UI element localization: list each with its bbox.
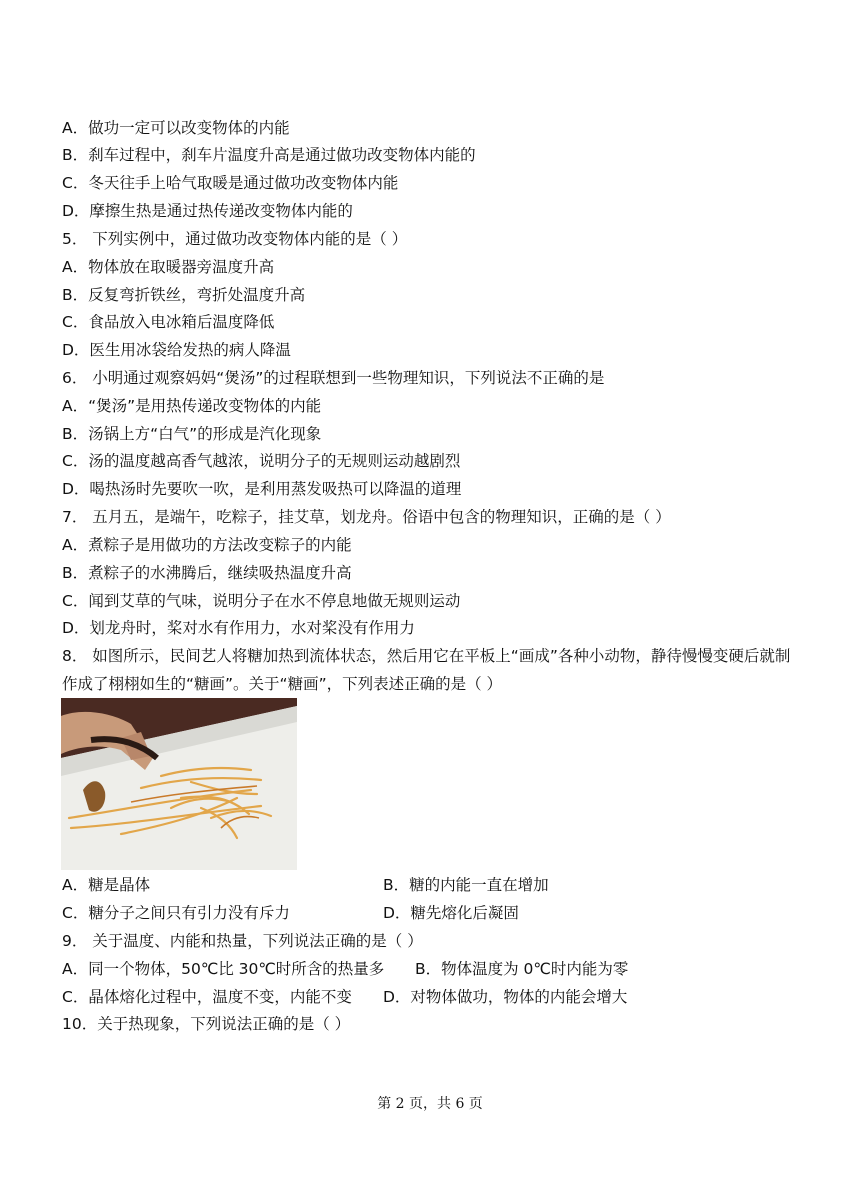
q9-option-b: B．物体温度为 0℃时内能为零 xyxy=(415,960,629,978)
q6-option-b: B．汤锅上方“白气”的形成是汽化现象 xyxy=(62,425,322,443)
q8-stem-line1: 8． 如图所示，民间艺人将糖加热到流体状态，然后用它在平板上“画成”各种小动物，静待慢慢变硬后就制 xyxy=(62,647,791,665)
q5-option-d: D．医生用冰袋给发热的病人降温 xyxy=(62,341,291,359)
q7-option-b: B．煮粽子的水沸腾后，继续吸热温度升高 xyxy=(62,564,352,582)
q4-option-c: C．冬天往手上哈气取暖是通过做功改变物体内能 xyxy=(62,174,399,192)
q4-option-a: A．做功一定可以改变物体的内能 xyxy=(62,119,290,137)
q5-option-a: A．物体放在取暖器旁温度升高 xyxy=(62,258,275,276)
q8-option-d: D．糖先熔化后凝固 xyxy=(383,904,519,922)
q9-option-a: A．同一个物体，50℃比 30℃时所含的热量多 xyxy=(62,960,385,978)
page-footer: 第 2 页，共 6 页 xyxy=(377,1096,483,1112)
q9-option-d: D．对物体做功，物体的内能会增大 xyxy=(383,988,628,1006)
q6-stem: 6． 小明通过观察妈妈“煲汤”的过程联想到一些物理知识，下列说法不正确的是 xyxy=(62,369,605,387)
q9-stem: 9． 关于温度、内能和热量，下列说法正确的是（ ） xyxy=(62,932,423,950)
q7-option-d: D．划龙舟时，桨对水有作用力，水对桨没有作用力 xyxy=(62,619,415,637)
q4-option-d: D．摩擦生热是通过热传递改变物体内能的 xyxy=(62,202,353,220)
q8-option-a: A．糖是晶体 xyxy=(62,876,151,894)
q6-option-a: A．“煲汤”是用热传递改变物体的内能 xyxy=(62,397,322,415)
q7-option-a: A．煮粽子是用做功的方法改变粽子的内能 xyxy=(62,536,352,554)
sugar-painting-photo xyxy=(61,698,297,870)
q10-stem: 10．关于热现象，下列说法正确的是（ ） xyxy=(62,1015,351,1033)
q7-stem: 7． 五月五，是端午，吃粽子，挂艾草，划龙舟。俗语中包含的物理知识，正确的是（ ） xyxy=(62,508,671,526)
q4-option-b: B．刹车过程中，刹车片温度升高是通过做功改变物体内能的 xyxy=(62,146,476,164)
q9-option-c: C．晶体熔化过程中，温度不变，内能不变 xyxy=(62,988,352,1006)
q7-option-c: C．闻到艾草的气味，说明分子在水不停息地做无规则运动 xyxy=(62,592,461,610)
q5-option-c: C．食品放入电冰箱后温度降低 xyxy=(62,313,275,331)
q6-option-d: D．喝热汤时先要吹一吹，是利用蒸发吸热可以降温的道理 xyxy=(62,480,462,498)
q8-option-b: B．糖的内能一直在增加 xyxy=(383,876,549,894)
q8-stem-line2: 作成了栩栩如生的“糖画”。关于“糖画”，下列表述正确的是（ ） xyxy=(62,675,503,693)
q5-stem: 5． 下列实例中，通过做功改变物体内能的是（ ） xyxy=(62,230,408,248)
q6-option-c: C．汤的温度越高香气越浓，说明分子的无规则运动越剧烈 xyxy=(62,452,461,470)
q5-option-b: B．反复弯折铁丝，弯折处温度升高 xyxy=(62,286,306,304)
q8-option-c: C．糖分子之间只有引力没有斥力 xyxy=(62,904,290,922)
